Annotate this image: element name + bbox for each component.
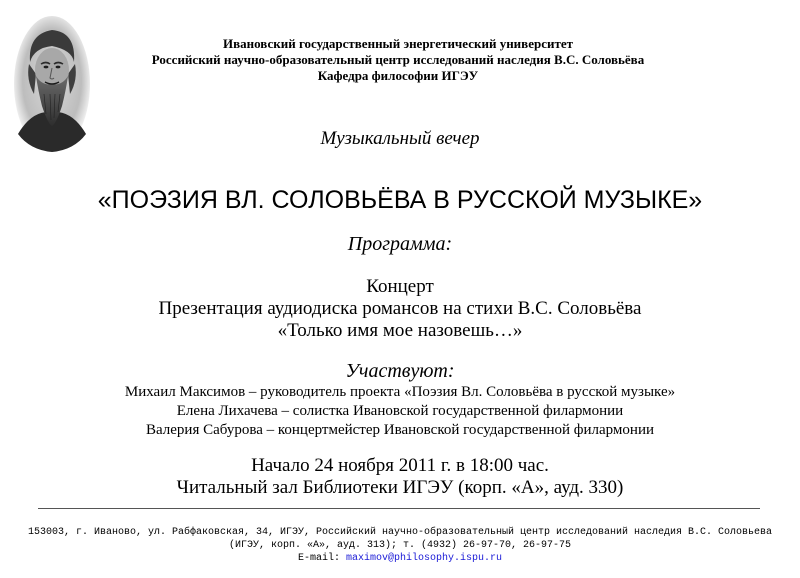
program-item: Презентация аудиодиска романсов на стихи В.С. Соловьёва xyxy=(158,298,642,319)
program-item: «Только имя мое назовешь…» xyxy=(277,320,523,341)
organization-header xyxy=(110,36,686,84)
venue: Читальный зал Библиотеки ИГЭУ (корп. «А», ауд. 330) xyxy=(176,477,624,498)
contact-footer xyxy=(0,526,800,565)
department-name: Кафедра философии ИГЭУ xyxy=(317,68,479,83)
event-type: Музыкальный вечер xyxy=(320,128,480,149)
event-info xyxy=(0,455,800,499)
university-name: Ивановский государственный энергетический университет xyxy=(223,36,573,51)
research-center-name: Российский научно-образовательный центр исследований наследия В.С. Соловьёва xyxy=(151,52,645,67)
address-line: 153003, г. Иваново, ул. Рабфаковская, 34, ИГЭУ, Российский научно-образовательный центр исследований наследия В.С. Соловьева xyxy=(27,527,773,538)
participant-item: Михаил Максимов – руководитель проекта «Поэзия Вл. Соловьёва в русской музыке» xyxy=(124,384,676,400)
address-line: (ИГЭУ, корп. «А», ауд. 313); т. (4932) 26-97-70, 26-97-75 xyxy=(228,540,572,551)
program-item: Концерт xyxy=(366,276,434,297)
participant-item: Валерия Сабурова – концертмейстер Ивановской государственной филармонии xyxy=(145,422,655,438)
participant-item: Елена Лихачева – солистка Ивановской государственной филармонии xyxy=(176,403,624,419)
program-list xyxy=(0,276,800,342)
start-time: Начало 24 ноября 2011 г. в 18:00 час. xyxy=(251,455,549,476)
footer-divider xyxy=(38,508,760,509)
email-link[interactable]: maximov@philosophy.ispu.ru xyxy=(346,553,503,564)
participants-heading: Участвуют: xyxy=(345,360,455,382)
program-heading: Программа: xyxy=(347,233,453,255)
participants-list xyxy=(0,383,800,440)
event-title: «ПОЭЗИЯ ВЛ. СОЛОВЬЁВА В РУССКОЙ МУЗЫКЕ» xyxy=(97,186,703,214)
email-label: E-mail: xyxy=(297,553,340,564)
email-line xyxy=(0,552,800,565)
